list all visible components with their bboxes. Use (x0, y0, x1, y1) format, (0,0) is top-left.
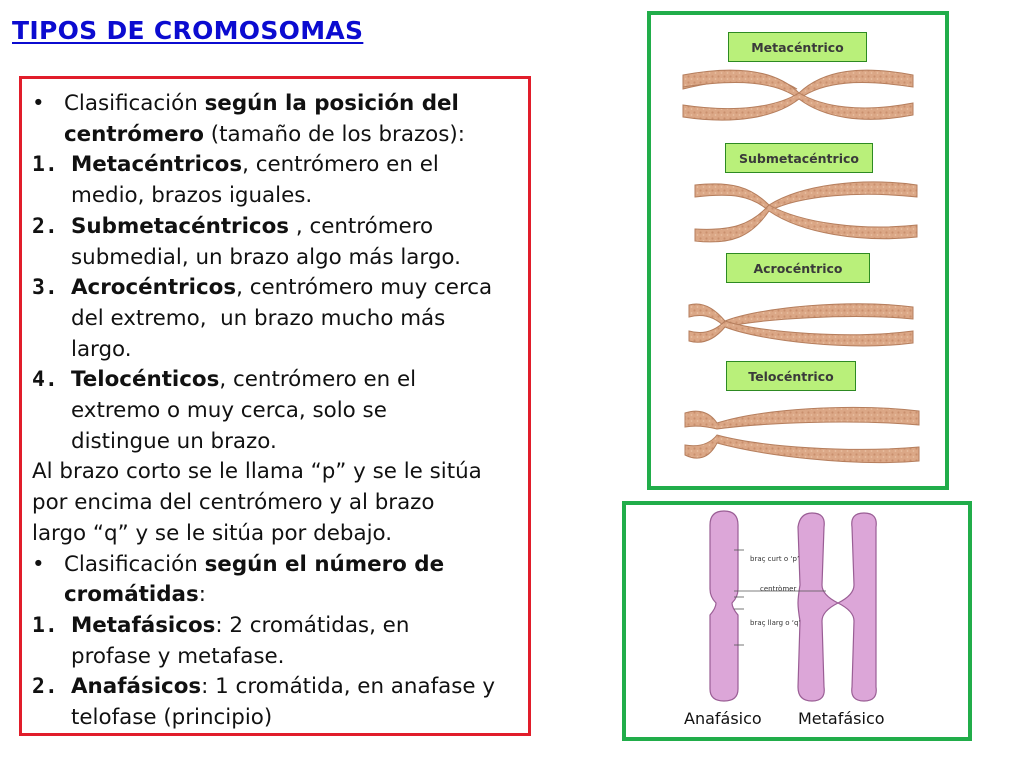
bullet-chromatid-classification (32, 550, 520, 581)
text-run: , centrómero en el (219, 367, 417, 393)
text-run: , centrómero en el (242, 152, 439, 178)
label-metacentrico: Metacéntrico (728, 32, 867, 62)
text-run: , centrómero muy cerca (236, 275, 493, 301)
metacentric-chromosome (683, 70, 913, 120)
paragraph-line: Al brazo corto se le llama “p” y se le sitúa (32, 459, 482, 485)
text-run: (tamaño de los brazos): (203, 121, 465, 147)
text-run-bold: según la posición del (204, 91, 459, 116)
text-panel (19, 76, 531, 736)
text-run-bold: Anafásicos (71, 674, 202, 700)
list-item-acrocentricos (32, 273, 520, 304)
list-item-continuation: largo. (71, 336, 132, 362)
list-item-metacentricos (32, 150, 520, 181)
label-long-arm: braç llarg o ‘q’ (750, 619, 801, 627)
bullet-position-classification (32, 89, 520, 120)
list-item-submetacentricos (32, 212, 520, 243)
paragraph-line: largo “q” y se le sitúa por debajo. (32, 520, 393, 546)
list-item-continuation: medio, brazos iguales. (71, 183, 313, 209)
list-item-continuation: profase y metafase. (71, 643, 285, 669)
label-centromere: centròmer (760, 585, 797, 593)
metaphase-chromatids (798, 513, 876, 701)
label-submetacentrico: Submetacéntrico (725, 143, 873, 173)
list-number: 2. (32, 674, 58, 700)
text-run-bold: Acrocéntricos (71, 275, 237, 301)
paragraph-line: por encima del centrómero y al brazo (32, 490, 435, 516)
telocentric-chromosome (685, 407, 919, 462)
text-run-bold: Telocénticos (71, 367, 220, 393)
text-run-bold: cromátidas (64, 582, 199, 608)
text-run: : 1 cromátida, en anafase y (201, 674, 495, 700)
text-run-bold: Metafásicos (71, 612, 216, 638)
submetacentric-chromosome (695, 182, 917, 242)
list-item-continuation: distingue un brazo. (71, 428, 277, 454)
list-item-continuation: submedial, un brazo algo más largo. (71, 244, 461, 270)
label-short-arm: braç curt o ‘p’ (750, 555, 800, 563)
label-telocentrico: Telocéntrico (726, 361, 856, 391)
bullet-dot: • (32, 91, 45, 116)
text-run-bold: Metacéntricos (71, 152, 243, 178)
text-run: : (198, 582, 206, 608)
text-run: Clasificación (64, 91, 205, 116)
list-item-metafasicos (32, 611, 520, 642)
text-run-bold: Submetacéntricos (71, 213, 290, 239)
list-number: 2. (32, 213, 58, 239)
list-item-anafasicos (32, 672, 520, 703)
list-item-continuation: del extremo, un brazo mucho más (71, 305, 446, 331)
text-run-bold: según el número de (204, 551, 445, 577)
list-number: 4. (32, 367, 58, 393)
list-number: 1. (32, 152, 58, 178)
bullet-continuation (32, 120, 520, 151)
text-run: Clasificación (64, 551, 205, 577)
text-run: : 2 cromátidas, en (215, 612, 410, 638)
list-number: 3. (32, 275, 58, 301)
label-acrocentrico: Acrocéntrico (726, 253, 870, 283)
list-item-continuation: telofase (principio) (71, 705, 273, 731)
acrocentric-chromosome (689, 304, 913, 346)
list-item-continuation: extremo o muy cerca, solo se (71, 398, 387, 424)
caption-metafasico: Metafásico (798, 709, 885, 728)
caption-anafasico: Anafásico (684, 709, 762, 728)
chromatids-panel (622, 501, 972, 741)
text-run-bold: centrómero (64, 121, 204, 147)
text-run: , centrómero (289, 213, 434, 239)
list-item-telocentricos (32, 365, 520, 396)
list-number: 1. (32, 612, 58, 638)
chromosome-types-illustration (651, 15, 945, 486)
page-title: TIPOS DE CROMOSOMAS (12, 16, 364, 45)
bullet-dot: • (32, 551, 45, 577)
anaphase-chromatid (710, 511, 738, 701)
chromosome-types-panel (647, 11, 949, 490)
bullet-continuation (32, 580, 520, 611)
